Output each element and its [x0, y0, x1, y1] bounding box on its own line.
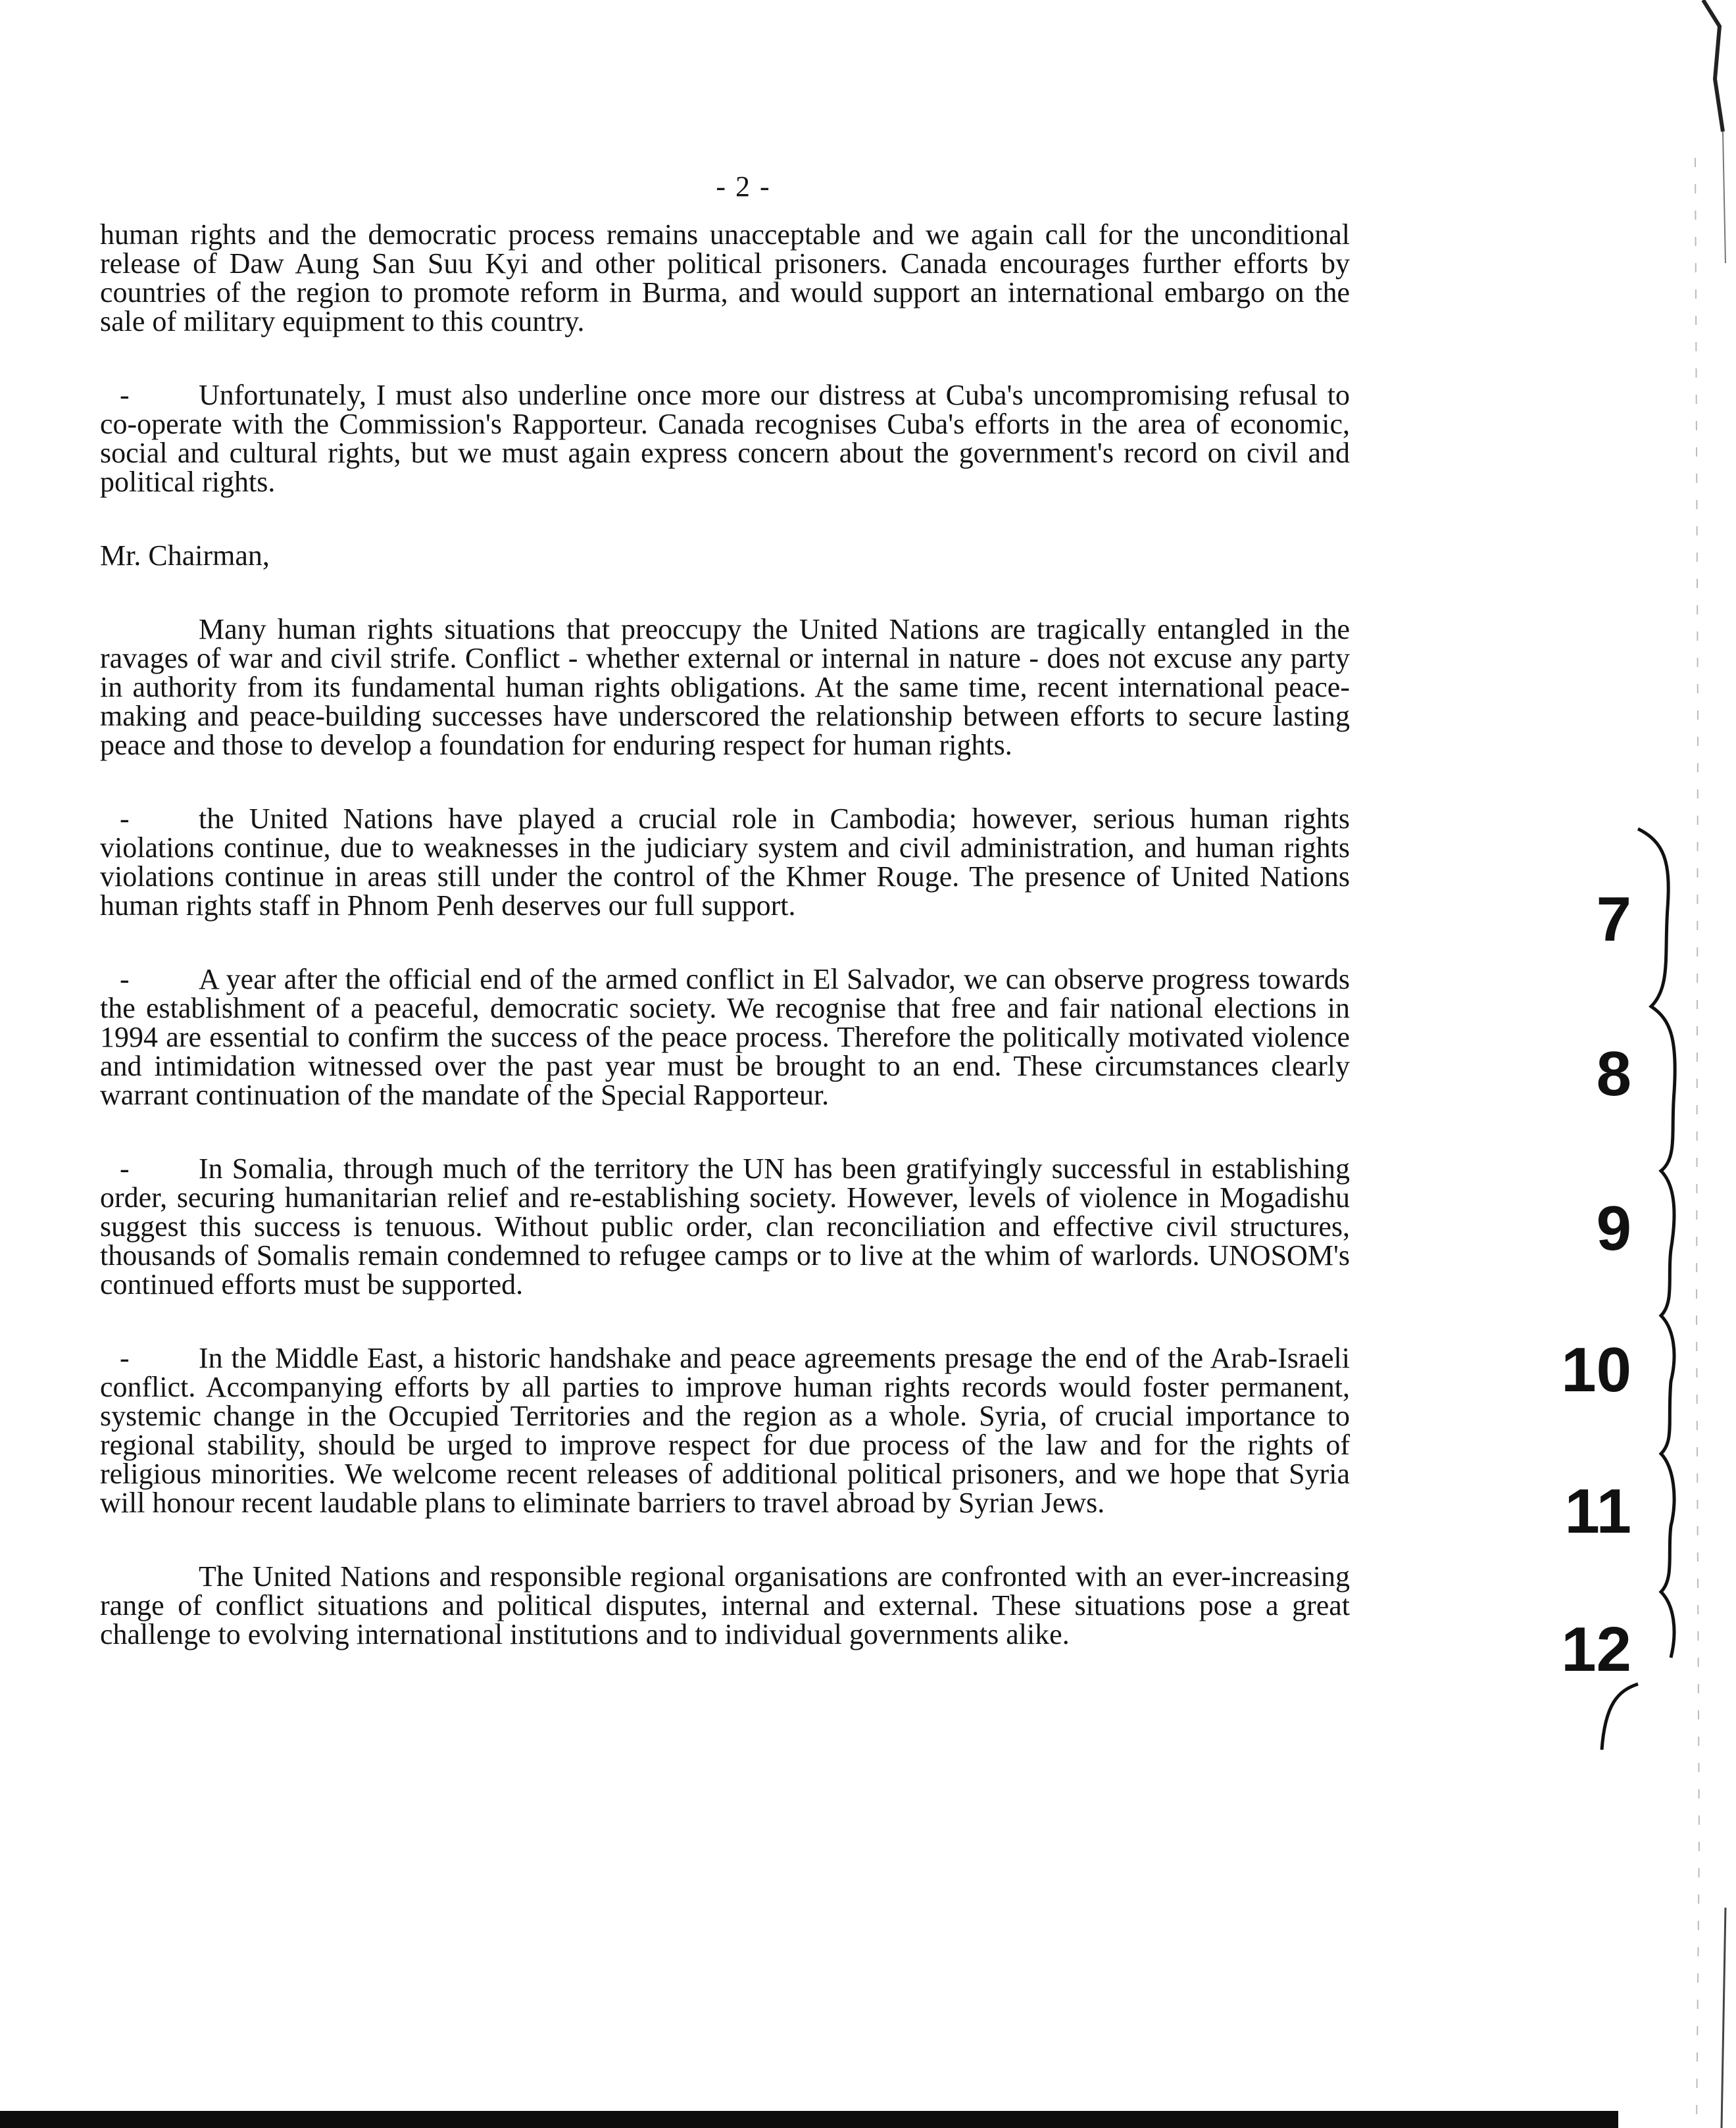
tab-number[interactable]: 12	[1561, 1614, 1631, 1685]
body-text	[100, 220, 1350, 1694]
tab-number[interactable]: 10	[1561, 1335, 1631, 1405]
paragraph	[100, 615, 1350, 760]
paragraph	[100, 804, 1350, 920]
dash-marker: -	[120, 963, 130, 995]
scan-edge-decoration	[1657, 0, 1736, 2128]
dash-marker: -	[120, 379, 130, 411]
salutation	[100, 541, 1350, 570]
dash-marker: -	[120, 1342, 130, 1374]
scan-bottom-edge	[0, 2111, 1618, 2128]
paragraph	[100, 965, 1350, 1110]
paragraph-text: The United Nations and responsible regional organisations are confronted with an ever-increasing range of conflict situations and political disputes, internal and external. These situations pose a great challenge to evolving international institutions and to individual governments alike.	[100, 1560, 1350, 1650]
paragraph-text: the United Nations have played a crucial role in Cambodia; however, serious human rights violations continue, due to weaknesses in the judiciary system and civil administration, and human rights violations continue in areas still under the control of the Khmer Rouge. The presence of United Nations human rights staff in Phnom Penh deserves our full support.	[100, 803, 1350, 922]
tab-number[interactable]: 8	[1596, 1039, 1631, 1109]
dash-marker: -	[120, 803, 130, 835]
paragraph-text: A year after the official end of the armed conflict in El Salvador, we can observe progress towards the establishment of a peaceful, democratic society. We recognise that free and fair national elections in 1994 are essential to confirm the success of the peace process. Therefore the politically motivated violence and intimidation witnessed over the past year must be brought to an end. These circumstances clearly warrant continuation of the mandate of the Special Rapporteur.	[100, 963, 1350, 1111]
paragraph	[100, 220, 1350, 336]
paragraph	[100, 1154, 1350, 1299]
paragraph-text: In Somalia, through much of the territory the UN has been gratifyingly successful in establishing order, securing humanitarian relief and re-establishing society. However, levels of violence in Mogadishu suggest this success is tenuous. Without public order, clan reconciliation and effective civil structures, thousands of Somalis remain condemned to refugee camps or to live at the whim of warlords. UNOSOM's continued efforts must be supported.	[100, 1152, 1350, 1300]
paragraph	[100, 1344, 1350, 1518]
page-number: - 2 -	[716, 170, 771, 203]
paragraph	[100, 381, 1350, 497]
salutation-text: Mr. Chairman,	[100, 539, 270, 572]
dash-marker: -	[120, 1152, 130, 1185]
paragraph-text: human rights and the democratic process remains unacceptable and we again call for the unconditional release of Daw Aung San Suu Kyi and other political prisoners. Canada encourages further efforts by countries of the region to promote reform in Burma, and would support an international embargo on the sale of military equipment to this country.	[100, 218, 1350, 337]
tab-number[interactable]: 7	[1596, 884, 1631, 954]
paragraph-text: Unfortunately, I must also underline once more our distress at Cuba's uncompromising refusal to co-operate with the Commission's Rapporteur. Canada recognises Cuba's efforts in the area of economic, social and cultural rights, but we must again express concern about the government's record on civil and political rights.	[100, 379, 1350, 498]
tab-number[interactable]: 9	[1596, 1193, 1631, 1264]
paragraph-text: In the Middle East, a historic handshake and peace agreements presage the end of the Arab-Israeli conflict. Accompanying efforts by all parties to improve human rights records would foster permanent, systemic change in the Occupied Territories and the region as a whole. Syria, of crucial importance to regional stability, should be urged to improve respect for due process of the law and for the rights of religious minorities. We welcome recent releases of additional political prisoners, and we hope that Syria will honour recent laudable plans to eliminate barriers to travel abroad by Syrian Jews.	[100, 1342, 1350, 1519]
tab-number[interactable]: 11	[1564, 1476, 1631, 1547]
paragraph-text: Many human rights situations that preoccupy the United Nations are tragically entangled in the ravages of war and civil strife. Conflict - whether external or internal in nature - does not excuse any party in authority from its fundamental human rights obligations. At the same time, recent international peace-making and peace-building successes have underscored the relationship between efforts to secure lasting peace and those to develop a foundation for enduring respect for human rights.	[100, 613, 1350, 761]
paragraph	[100, 1562, 1350, 1649]
